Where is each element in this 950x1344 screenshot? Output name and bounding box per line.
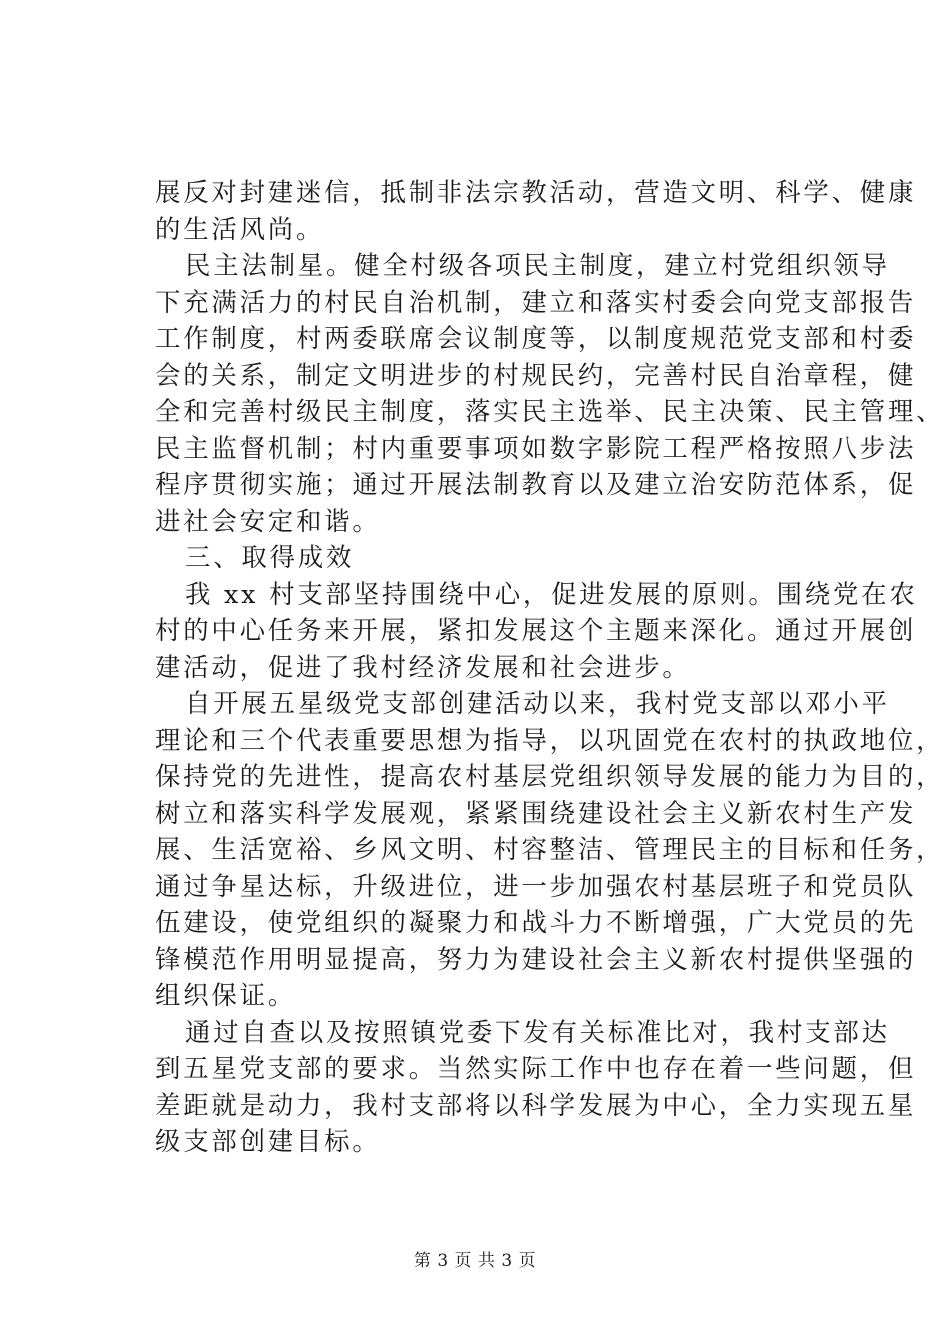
text-line: 进社会安定和谐。 [155, 505, 381, 536]
text-line: 会的关系，制定文明进步的村规民约，完善村民自治章程，健 [155, 359, 917, 390]
text-line: 理论和三个代表重要思想为指导，以巩固党在农村的执政地位， [155, 724, 945, 755]
text-line: 展反对封建迷信，抵制非法宗教活动，营造文明、科学、健康 [155, 177, 917, 207]
text-line: 树立和落实科学发展观，紧紧围绕建设社会主义新农村生产发 [155, 797, 917, 828]
text-line: 通过自查以及按照镇党委下发有关标准比对，我村支部达 [185, 1016, 890, 1047]
text-line: 通过争星达标，升级进位，进一步加强农村基层班子和党员队 [155, 870, 917, 901]
text-line: 民主监督机制；村内重要事项如数字影院工程严格按照八步法 [155, 432, 917, 463]
page-footer: 第 3 页 共 3 页 [413, 1251, 537, 1271]
text-line: 到五星党支部的要求。当然实际工作中也存在着一些问题，但 [155, 1053, 917, 1083]
text-line: 工作制度，村两委联席会议制度等，以制度规范党支部和村委 [155, 323, 917, 353]
text-line: 展、生活宽裕、乡风文明、村容整洁、管理民主的目标和任务， [155, 834, 945, 864]
text-line: 差距就是动力，我村支部将以科学发展为中心，全力实现五星 [155, 1089, 917, 1120]
text-line: 三、取得成效 [185, 542, 355, 572]
document-body [155, 174, 945, 1160]
text-line: 村的中心任务来开展，紧扣发展这个主题来深化。通过开展创 [155, 615, 917, 645]
text-line: 自开展五星级党支部创建活动以来，我村党支部以邓小平 [185, 688, 890, 718]
text-line: 下充满活力的村民自治机制，建立和落实村委会向党支部报告 [155, 286, 917, 317]
text-line: 锋模范作用明显提高，努力为建设社会主义新农村提供坚强的 [155, 943, 917, 974]
text-line: 我 xx 村支部坚持围绕中心，促进发展的原则。围绕党在农 [185, 578, 918, 609]
text-line: 的生活风尚。 [155, 213, 325, 244]
text-line: 全和完善村级民主制度，落实民主选举、民主决策、民主管理、 [155, 396, 945, 426]
text-line: 程序贯彻实施；通过开展法制教育以及建立治安防范体系，促 [155, 469, 917, 499]
text-line: 建活动，促进了我村经济发展和社会进步。 [155, 651, 691, 682]
text-line: 伍建设，使党组织的凝聚力和战斗力不断增强，广大党员的先 [155, 907, 917, 937]
text-line: 保持党的先进性，提高农村基层党组织领导发展的能力为目的， [155, 761, 945, 791]
text-line: 民主法制星。健全村级各项民主制度，建立村党组织领导 [185, 250, 890, 280]
text-line: 级支部创建目标。 [155, 1126, 381, 1156]
text-line: 组织保证。 [155, 980, 296, 1010]
